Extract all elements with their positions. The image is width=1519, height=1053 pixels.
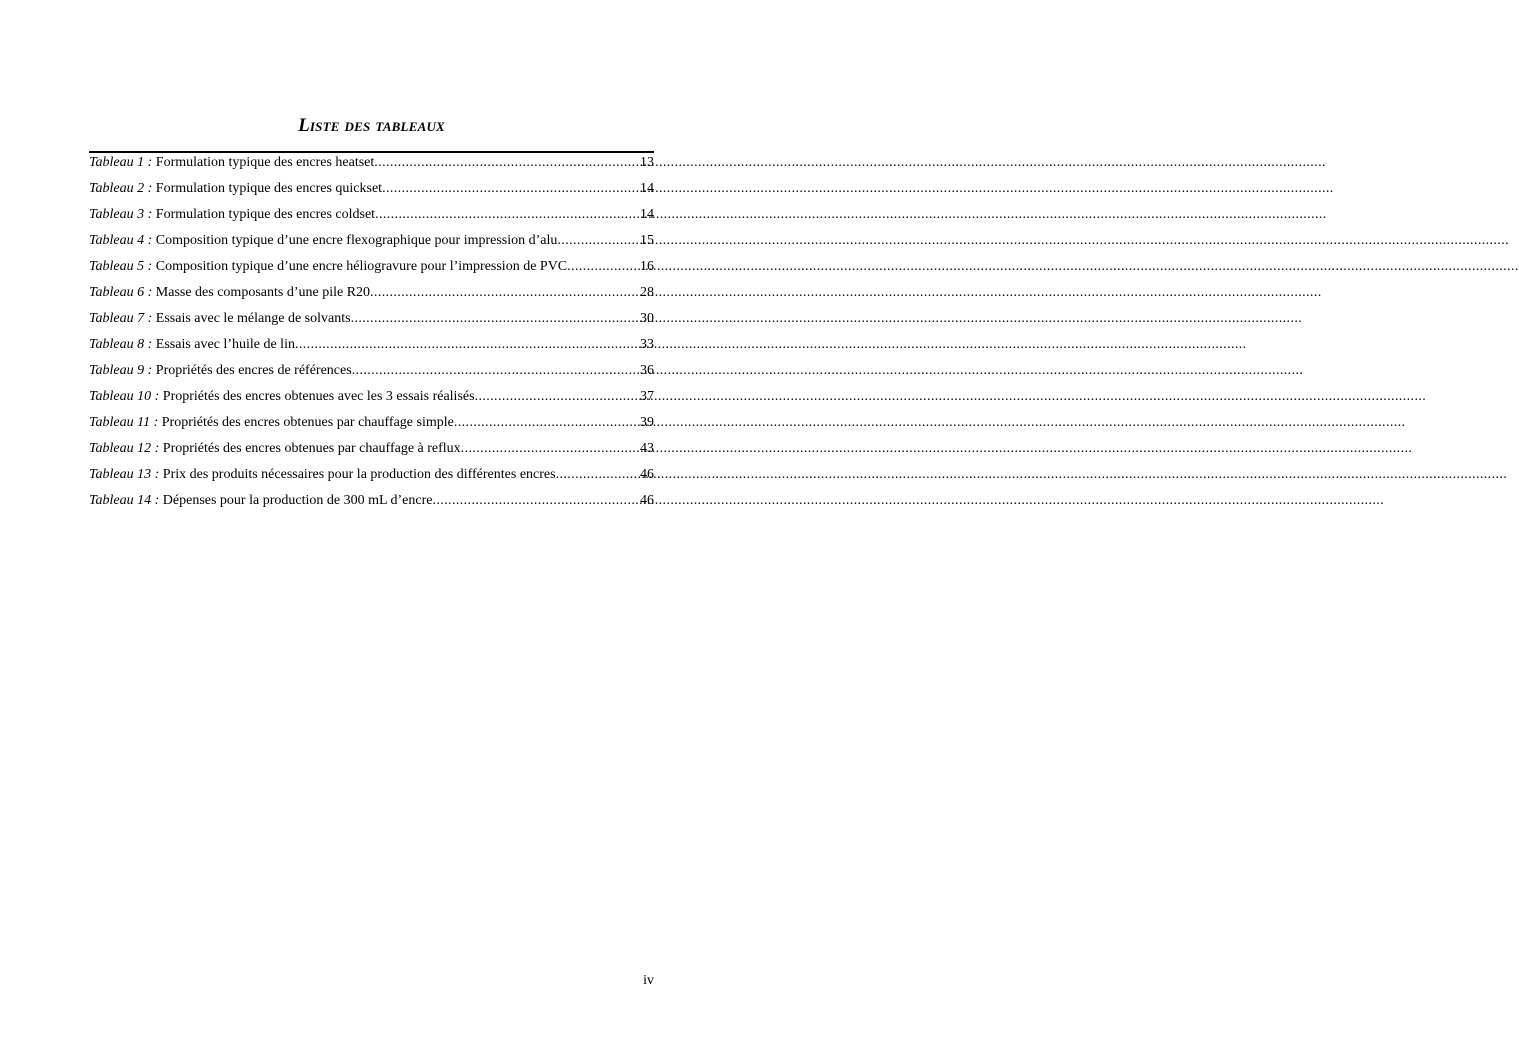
toc-entry-page: 30 (640, 311, 654, 326)
toc-entry-separator: : (144, 233, 156, 248)
toc-entry-leader (382, 179, 638, 199)
toc-entry-label: Tableau 13 (89, 467, 152, 482)
toc-entry-text: Dépenses pour la production de 300 mL d’encre (162, 493, 433, 508)
toc-entry-page: 14 (640, 181, 654, 196)
toc-entry-page: 46 (640, 493, 654, 508)
toc-entry[interactable] (89, 205, 654, 231)
toc-entry[interactable] (89, 439, 654, 465)
toc-entry-separator: : (144, 337, 156, 352)
toc-entry-leader (454, 413, 638, 433)
toc-entry-leader (374, 153, 638, 173)
document-page (0, 0, 745, 1053)
toc-entry-page: 13 (640, 155, 654, 170)
toc-entry-text: Composition typique d’une encre flexographique pour impression d’alu (155, 233, 558, 248)
toc-entry-leader (370, 283, 638, 303)
toc-entry-separator: : (151, 467, 163, 482)
toc-entry[interactable] (89, 309, 654, 335)
toc-entry-page: 28 (640, 285, 654, 300)
toc-entry-label: Tableau 5 (89, 259, 145, 274)
toc-entry-leader (475, 387, 638, 407)
toc-entry-label: Tableau 10 (89, 389, 152, 404)
toc-entry-text: Composition typique d’une encre héliogravure pour l’impression de PVC (155, 259, 568, 274)
toc-entry-leader (557, 231, 638, 251)
toc-entry-label: Tableau 9 (89, 363, 145, 378)
toc-entry-text: Propriétés des encres obtenues avec les 3 essais réalisés (162, 389, 475, 404)
toc-entry-label: Tableau 7 (89, 311, 145, 326)
toc-entry-leader (295, 335, 638, 355)
toc-entry-page: 37 (640, 389, 654, 404)
toc-entry-text: Essais avec le mélange de solvants (155, 311, 351, 326)
toc-entry-page: 46 (640, 467, 654, 482)
toc-entry-separator: : (144, 311, 156, 326)
toc-entry[interactable] (89, 335, 654, 361)
toc-entry-page: 43 (640, 441, 654, 456)
toc-entry-leader (432, 491, 638, 511)
toc-entry-text: Formulation typique des encres quickset (155, 181, 383, 196)
toc-entry-separator: : (151, 389, 163, 404)
toc-entry-label: Tableau 8 (89, 337, 145, 352)
toc-entry[interactable] (89, 491, 654, 517)
toc-entry-page: 36 (640, 363, 654, 378)
toc-entry-leader (375, 205, 638, 225)
toc-entry-label: Tableau 4 (89, 233, 145, 248)
toc-entry[interactable] (89, 387, 654, 413)
toc-entry-page: 16 (640, 259, 654, 274)
toc-entry[interactable] (89, 465, 654, 491)
toc-entry-label: Tableau 12 (89, 441, 152, 456)
toc-entry-page: 15 (640, 233, 654, 248)
page-number: iv (643, 973, 654, 988)
toc-entry-text: Formulation typique des encres coldset (155, 207, 376, 222)
page-title: Liste des tableaux (298, 115, 445, 136)
toc-entry-label: Tableau 2 (89, 181, 145, 196)
toc-entry-text: Propriétés des encres obtenues par chauffage simple (161, 415, 454, 430)
toc-entry-label: Tableau 1 (89, 155, 145, 170)
toc-entry-label: Tableau 6 (89, 285, 145, 300)
toc-entry-text: Formulation typique des encres heatset (155, 155, 375, 170)
toc-entry[interactable] (89, 153, 654, 179)
toc-entry-separator: : (144, 207, 156, 222)
toc-entry-separator: : (151, 493, 163, 508)
toc-entry-label: Tableau 3 (89, 207, 145, 222)
toc-entry-label: Tableau 14 (89, 493, 152, 508)
toc-entry-leader (352, 361, 638, 381)
toc-entry[interactable] (89, 231, 654, 257)
toc-entry-text: Prix des produits nécessaires pour la production des différentes encres (162, 467, 556, 482)
toc-entry-leader (567, 257, 638, 277)
table-list (89, 153, 654, 517)
toc-entry-page: 33 (640, 337, 654, 352)
toc-entry-page: 39 (640, 415, 654, 430)
toc-entry-separator: : (144, 155, 156, 170)
toc-entry-text: Propriétés des encres obtenues par chauffage à reflux (162, 441, 461, 456)
toc-entry-text: Essais avec l’huile de lin (155, 337, 295, 352)
toc-entry-separator: : (151, 441, 163, 456)
toc-entry-text: Propriétés des encres de références (155, 363, 352, 378)
toc-entry[interactable] (89, 283, 654, 309)
toc-entry-separator: : (150, 415, 162, 430)
toc-entry-separator: : (144, 285, 156, 300)
toc-entry-separator: : (144, 181, 156, 196)
toc-entry-text: Masse des composants d’une pile R20 (155, 285, 371, 300)
toc-entry-leader (556, 465, 638, 485)
toc-entry-separator: : (144, 259, 156, 274)
toc-entry-leader (351, 309, 638, 329)
toc-entry-leader (461, 439, 638, 459)
toc-entry[interactable] (89, 361, 654, 387)
toc-entry-label: Tableau 11 (89, 415, 151, 430)
toc-entry[interactable] (89, 413, 654, 439)
toc-entry[interactable] (89, 257, 654, 283)
toc-entry-page: 14 (640, 207, 654, 222)
toc-entry-separator: : (144, 363, 156, 378)
toc-entry[interactable] (89, 179, 654, 205)
